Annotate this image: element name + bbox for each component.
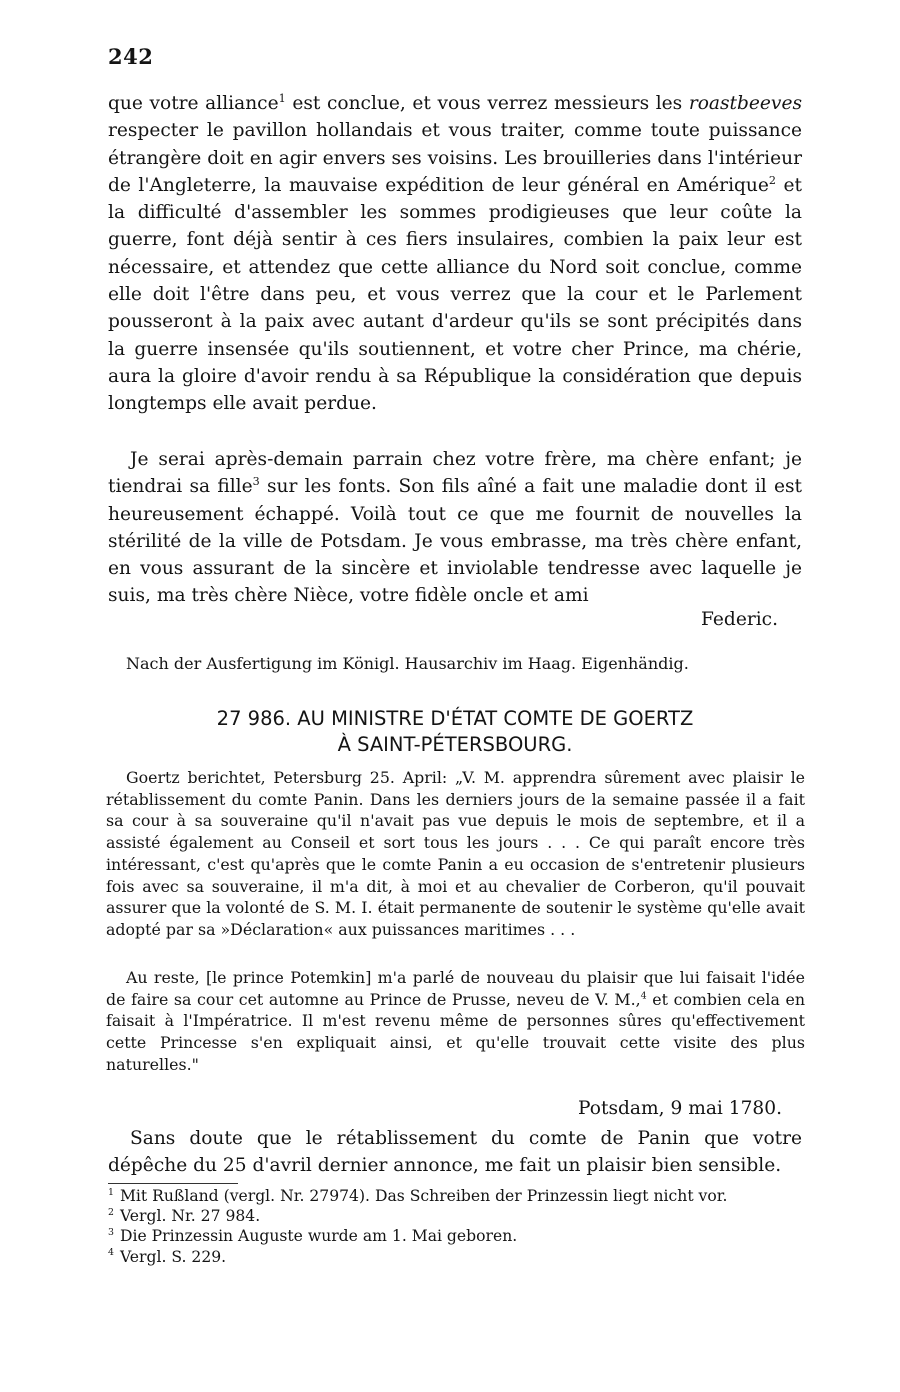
signature: Federic. [701,609,778,630]
section-heading-line-2: À SAINT-PÉTERSBOURG. [337,733,573,756]
footnote-text: Vergl. S. 229. [119,1247,227,1266]
report-paragraph-2 [106,967,805,1076]
footnote-number: 2 [108,1207,114,1219]
dateline: Potsdam, 9 mai 1780. [578,1098,782,1119]
text-run: Je serai après-demain parrain chez votre frère, ma chère enfant; je tiendrai sa fille [108,449,802,498]
footnote-number: 3 [108,1227,114,1239]
section-heading-line-1: 27 986. AU MINISTRE D'ÉTAT COMTE DE GOERTZ [216,707,694,730]
italic-term: roastbeeves [688,93,802,114]
footnotes [108,1186,808,1267]
report-paragraph-1: Goertz berichtet, Petersburg 25. April: „V. M. apprendra sûrement avec plaisir le rétablissement du comte Panin. Dans les derniers jours de la semaine passée il a fait sa cour à sa souveraine qu'il n'avait pas vue depuis le mois de septembre, et il a assisté également au Conseil et sort tous les jours . . . Ce qui paraît encore très intéressant, c'est qu'après que le comte Panin a eu occasion de s'entretenir plusieurs fois avec sa souveraine, il m'a dit, à moi et au chevalier de Corberon, qu'il pouvait assurer que la volonté de S. M. I. était permanente de soutenir le système qu'elle avait adopté par sa »Déclaration« aux puissances maritimes . . . [106,768,805,939]
text-run: respecter le pavillon hollandais et vous traiter, comme toute puissance étrangère doit en agir envers ses voisins. Les brouilleries dans l'intérieur de l'Angleterre, la mauvaise expédition de leur général en Amérique [108,120,802,196]
footnote-divider [108,1183,238,1184]
footnote-number: 4 [108,1247,114,1259]
footnote-text: Die Prinzessin Auguste wurde am 1. Mai geboren. [119,1227,518,1246]
footnote-text: Vergl. Nr. 27 984. [119,1207,261,1226]
footnote-ref-2: 2 [768,173,777,187]
footnote [108,1226,808,1246]
footnote [108,1206,808,1226]
footnote-ref-4: 4 [640,990,647,1002]
footnote [108,1186,808,1206]
text-run: Au reste, [le prince Potemkin] m'a parlé de nouveau du plaisir que lui faisait l'idée de faire sa cour cet automne au Prince de Prusse, neveu de V. M., [106,968,805,1009]
footnote-ref-1: 1 [278,91,286,105]
text-run: sur les fonts. Son fils aîné a fait une maladie dont il est heureusement échappé. Voilà tout ce que me fournit de nouvelles la stérilité de la ville de Potsdam. Je vous embrasse, ma très chère enfant, en vous assurant de la sincère et inviolable tendresse avec laquelle je suis, ma très chère Nièce, votre fidèle oncle et ami [108,476,802,607]
footnote-text: Mit Rußland (vergl. Nr. 27974). Das Schreiben der Prinzessin liegt nicht vor. [119,1187,728,1205]
letter-paragraph-2 [108,446,802,610]
footnote [108,1247,808,1267]
text-run: et combien cela en faisait à l'Impératrice. Il m'est revenu même de personnes sûres qu'effectivement cette Princesse s'en expliquait ainsi, et qu'elle trouvait cette visite des plus naturelles." [106,989,806,1074]
reply-paragraph: Sans doute que le rétablissement du comte de Panin que votre dépêche du 25 d'avril dernier annonce, me fait un plaisir bien sensible. [108,1128,802,1177]
text-run: que votre alliance [108,93,279,114]
page-number: 242 [108,44,154,69]
source-note: Nach der Ausfertigung im Königl. Hausarchiv im Haag. Eigenhändig. [126,654,689,673]
text-run: est conclue, et vous verrez messieurs les [285,93,689,114]
text-run: et la difficulté d'assembler les sommes prodigieuses que leur coûte la guerre, font déjà sentir à ces fiers insulaires, combien la paix leur est nécessaire, et attendez que cette alliance du Nord soit conclue, comme elle doit l'être dans peu, et vous verrez que la cour et le Parlement pousseront à la paix avec autant d'ardeur qu'ils se sont précipités dans la guerre insensée qu'ils soutiennent, et votre cher Prince, ma chérie, aura la gloire d'avoir rendu à sa République la considération que depuis longtemps elle avait perdue. [108,174,803,415]
footnote-ref-3: 3 [252,475,260,489]
letter-paragraph-1 [108,90,802,418]
footnote-number: 1 [108,1186,114,1198]
